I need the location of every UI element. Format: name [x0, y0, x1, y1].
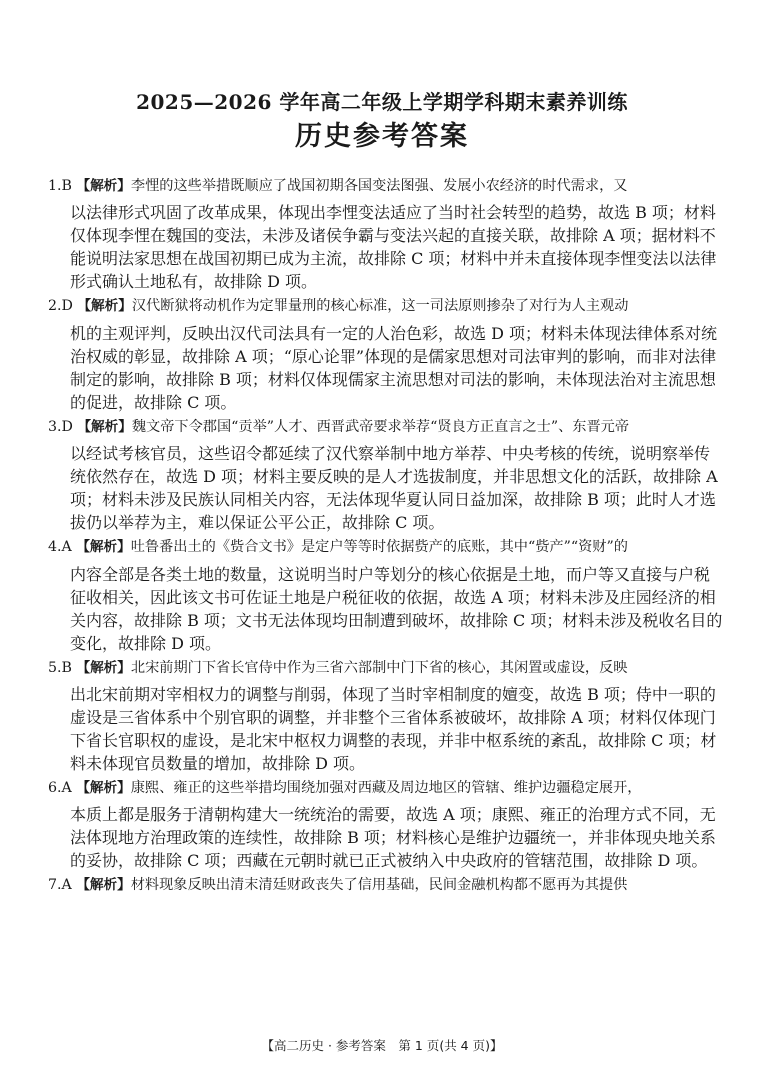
answer-number: 2.	[48, 298, 62, 315]
analysis-text-rest: 机的主观评判，反映出汉代司法具有一定的人治色彩，故选 D 项；材料未体现法律体系对统治权威的彰显，故排除 A 项；“原心论罪”体现的是儒家思想对司法审判的影响，而非对法律制定的影响，故排除 B 项；材料仅体现儒家主流思想对司法的影响，未体现法治对主流思想的促进，故排除 C 项。	[70, 323, 718, 412]
answer-list	[48, 172, 724, 900]
document-title: 2025—2026 学年高二年级上学期学科期末素养训练	[136, 90, 628, 114]
analysis-tag: 【解析】	[77, 298, 132, 315]
analysis-tag: 【解析】	[76, 539, 131, 556]
analysis-text-first: 李悝的这些举措既顺应了战国初期各国变法图强、发展小农经济的时代需求，又	[130, 178, 628, 194]
analysis-text-rest: 本质上都是服务于清朝构建大一统统治的需要，故选 A 项；康熙、雍正的治理方式不同，无法体现地方治理政策的连续性，故排除 B 项；材料核心是维护边疆统一，并非体现央地关系的妥协，故排除 C 项；西藏在元朝时就已正式被纳入中央政府的管辖范围，故排除 D 项。	[70, 805, 716, 871]
answer-choice: A	[61, 539, 72, 556]
answer-number: 6.	[48, 780, 62, 797]
page-footer: 【高二历史 · 参考答案 第 1 页(共 4 页)】	[261, 1038, 503, 1053]
answer-choice: A	[61, 877, 72, 894]
answer-item	[48, 871, 724, 899]
analysis-tag: 【解析】	[76, 780, 131, 797]
document-subtitle: 历史参考答案	[295, 121, 469, 152]
answer-choice: D	[61, 418, 73, 435]
answer-item	[48, 533, 724, 561]
analysis-text-rest: 以法律形式巩固了改革成果，体现出李悝变法适应了当时社会转型的趋势，故选 B 项；材料仅体现李悝在魏国的变法，未涉及诸侯争霸与变法兴起的直接关联，故排除 A 项；据材料不能说明法家思想在战国初期已成为主流，故排除 C 项；材料中并未直接体现李悝变法以法律形式确认土地私有，故排除 D 项。	[70, 203, 717, 292]
analysis-text-first: 魏文帝下令郡国“贡举”人才、西晋武帝要求举荐“贤良方正直言之士”、东晋元帝	[131, 418, 630, 435]
answer-item	[48, 172, 724, 200]
answer-number: 1.	[48, 178, 62, 194]
answer-item	[48, 774, 724, 802]
answer-item	[48, 413, 724, 441]
analysis-tag: 【解析】	[76, 659, 131, 676]
answer-number: 3.	[48, 418, 62, 435]
analysis-tag: 【解析】	[76, 178, 131, 194]
analysis-text-first: 汉代断狱将动机作为定罪量刑的核心标准，这一司法原则掺杂了对行为人主观动	[131, 298, 629, 315]
answer-item	[48, 292, 724, 320]
analysis-text-first: 吐鲁番出土的《赀合文书》是定户等等时依据赀产的底账，其中“赀产”“资财”的	[130, 539, 628, 556]
analysis-text-rest: 出北宋前期对宰相权力的调整与削弱，体现了当时宰相制度的嬗变，故选 B 项；侍中一职的虚设是三省体系中个别官职的调整，并非整个三省体系被破坏，故排除 A 项；材料仅体现门下省长官职权的虚设，是北宋中枢权力调整的表现，并非中枢系统的紊乱，故排除 C 项；材料未体现官员数量的增加，故排除 D 项。	[70, 685, 717, 774]
answer-choice: A	[61, 780, 72, 797]
analysis-text-rest: 内容全部是各类土地的数量，这说明当时户等划分的核心依据是土地，而户等又直接与户税征收相关，因此该文书可佐证土地是户税征收的依据，故选 A 项；材料未涉及庄园经济的相关内容，故排除 B 项；文书无法体现均田制遭到破坏，故排除 C 项；材料未涉及税收名目的变化，故排除 D 项。	[70, 564, 723, 653]
analysis-text-first: 材料现象反映出清末清廷财政丧失了信用基础，民间金融机构都不愿再为其提供	[130, 877, 628, 894]
answer-choice: D	[61, 298, 73, 315]
answer-number: 5.	[48, 659, 62, 676]
answer-choice: B	[61, 178, 72, 194]
analysis-tag: 【解析】	[77, 418, 132, 435]
answer-item	[48, 654, 724, 682]
answer-choice: B	[61, 659, 72, 676]
answer-number: 4.	[48, 539, 62, 556]
analysis-text-first: 康熙、雍正的这些举措均围绕加强对西藏及周边地区的管辖、维护边疆稳定展开，	[130, 780, 642, 797]
analysis-tag: 【解析】	[76, 877, 131, 894]
answer-number: 7.	[48, 877, 62, 894]
analysis-text-rest: 以经试考核官员，这些诏令都延续了汉代察举制中地方举荐、中央考核的传统，说明察举传统依然存在，故选 D 项；材料主要反映的是人才选拔制度，并非思想文化的活跃，故排除 A 项；材料未涉及民族认同相关内容，无法体现华夏认同日益加深，故排除 B 项；此时人才选拔仍以举荐为主，难以保证公平公正，故排除 C 项。	[70, 444, 718, 533]
analysis-text-first: 北宋前期门下省长官侍中作为三省六部制中门下省的核心，其闲置或虚设，反映	[130, 659, 628, 676]
